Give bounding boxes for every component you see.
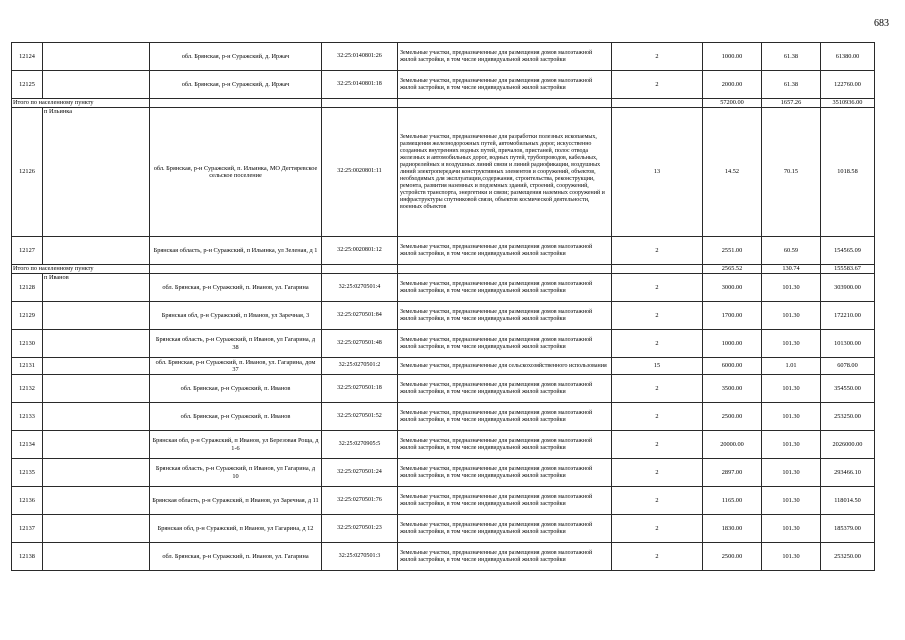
cell-cadastral-number: 32:25:0270501:48 <box>322 330 398 358</box>
cell-cadastral-number: 32:25:0270501:18 <box>322 375 398 403</box>
cell-group-code: 2 <box>612 431 703 459</box>
cell-group-code: 2 <box>612 237 703 265</box>
cell-locality <box>43 543 150 571</box>
cell-group-code: 2 <box>612 375 703 403</box>
cell-cadastral-rate: 61.38 <box>762 71 821 99</box>
cell-cadastral-number: 32:25:0270905:5 <box>322 431 398 459</box>
cell-cadastral-value: 1018.58 <box>821 108 875 237</box>
cell-locality <box>43 515 150 543</box>
cell-area: 3500.00 <box>703 375 762 403</box>
table-row <box>12 375 875 403</box>
cell-cadastral-value: 2026000.00 <box>821 431 875 459</box>
cell-address: Брянская область, р-н Суражский, п Иванов, ул Заречная, д 11 <box>150 487 322 515</box>
cell-cadastral-rate: 101.30 <box>762 274 821 302</box>
cell-land-use-type: Земельные участки, предназначенные для размещения домов малоэтажной жилой застройки, в том числе индивидуальной жилой застройки <box>398 330 612 358</box>
cell-row-number: 12135 <box>12 459 43 487</box>
cell-row-number: 12125 <box>12 71 43 99</box>
table-row <box>12 515 875 543</box>
cell-area: 2500.00 <box>703 543 762 571</box>
cell-cadastral-value: 303900.00 <box>821 274 875 302</box>
table-cell <box>150 99 322 108</box>
cell-row-number: 12124 <box>12 43 43 71</box>
cell-group-code: 2 <box>612 43 703 71</box>
cell-locality <box>43 403 150 431</box>
cell-group-code: 2 <box>612 403 703 431</box>
table-cell <box>322 99 398 108</box>
cell-group-code: 2 <box>612 302 703 330</box>
table-row <box>12 330 875 358</box>
cell-address: Брянская область, р-н Суражский, п Иванов, ул Гагарина, д 10 <box>150 459 322 487</box>
cell-address: обл. Брянская, р-н Суражский, п. Иванов <box>150 375 322 403</box>
table-row <box>12 403 875 431</box>
cell-cadastral-rate: 101.30 <box>762 403 821 431</box>
cell-cadastral-number: 32:25:0270501:76 <box>322 487 398 515</box>
cell-address: Брянская область, р-н Суражский, п Иванов, ул Гагарина, д 38 <box>150 330 322 358</box>
cell-group-code: 2 <box>612 459 703 487</box>
table-row <box>12 459 875 487</box>
cell-group-code: 2 <box>612 274 703 302</box>
subtotal-row <box>12 99 875 108</box>
cell-area: 6000.00 <box>703 358 762 375</box>
cell-land-use-type: Земельные участки, предназначенные для размещения домов малоэтажной жилой застройки, в том числе индивидуальной жилой застройки <box>398 487 612 515</box>
table-row <box>12 487 875 515</box>
cell-address: обл. Брянская, р-н Суражский, д. Иржач <box>150 43 322 71</box>
cell-land-use-type: Земельные участки, предназначенные для размещения домов малоэтажной жилой застройки, в том числе индивидуальной жилой застройки <box>398 459 612 487</box>
cell-cadastral-value: 354550.00 <box>821 375 875 403</box>
cell-cadastral-number: 32:25:0140801:26 <box>322 43 398 71</box>
cell-address: Брянская обл, р-н Суражский, п Иванов, ул Гагарина, д 12 <box>150 515 322 543</box>
subtotal-row <box>12 265 875 274</box>
cell-group-code: 2 <box>612 515 703 543</box>
cell-cadastral-value: 118014.50 <box>821 487 875 515</box>
land-registry-table <box>11 42 875 571</box>
cell-cadastral-rate: 101.30 <box>762 515 821 543</box>
cell-cadastral-number: 32:25:0270501:84 <box>322 302 398 330</box>
cell-land-use-type: Земельные участки, предназначенные для размещения домов малоэтажной жилой застройки, в том числе индивидуальной жилой застройки <box>398 375 612 403</box>
cell-row-number: 12136 <box>12 487 43 515</box>
cell-row-number: 12129 <box>12 302 43 330</box>
cell-cadastral-rate: 101.30 <box>762 543 821 571</box>
cell-land-use-type: Земельные участки, предназначенные для сельскохозяйственного использования <box>398 358 612 375</box>
cell-cadastral-rate: 60.59 <box>762 237 821 265</box>
cell-area: 2897.00 <box>703 459 762 487</box>
cell-address: обл. Брянская, р-н Суражский, п. Ильинка, МО Дегтяревское сельское поселение <box>150 108 322 237</box>
cell-area: 1700.00 <box>703 302 762 330</box>
subtotal-label: Итого по населенному пункту <box>12 99 150 108</box>
cell-cadastral-value: 101300.00 <box>821 330 875 358</box>
cell-land-use-type: Земельные участки, предназначенные для размещения домов малоэтажной жилой застройки, в том числе индивидуальной жилой застройки <box>398 71 612 99</box>
cell-land-use-type: Земельные участки, предназначенные для размещения домов малоэтажной жилой застройки, в том числе индивидуальной жилой застройки <box>398 237 612 265</box>
cell-cadastral-number: 32:25:0020801:12 <box>322 237 398 265</box>
cell-area: 1830.00 <box>703 515 762 543</box>
subtotal-label: Итого по населенному пункту <box>12 265 150 274</box>
table-row <box>12 431 875 459</box>
cell-row-number: 12137 <box>12 515 43 543</box>
cell-cadastral-rate: 101.30 <box>762 459 821 487</box>
table-cell <box>398 99 612 108</box>
cell-land-use-type: Земельные участки, предназначенные для размещения домов малоэтажной жилой застройки, в том числе индивидуальной жилой застройки <box>398 431 612 459</box>
cell-land-use-type: Земельные участки, предназначенные для размещения домов малоэтажной жилой застройки, в том числе индивидуальной жилой застройки <box>398 543 612 571</box>
table-row <box>12 543 875 571</box>
cell-cadastral-number: 32:25:0140801:18 <box>322 71 398 99</box>
cell-row-number: 12131 <box>12 358 43 375</box>
cell-group-code: 13 <box>612 108 703 237</box>
cell-cadastral-number: 32:25:0270501:2 <box>322 358 398 375</box>
cell-address: обл. Брянская, р-н Суражский, д. Иржач <box>150 71 322 99</box>
cell-cadastral-rate: 101.30 <box>762 375 821 403</box>
table-cell <box>398 265 612 274</box>
cell-area: 2500.00 <box>703 403 762 431</box>
table-row <box>12 71 875 99</box>
cell-address: Брянская обл, р-н Суражский, п Иванов, ул Заречная, 3 <box>150 302 322 330</box>
cell-group-code: 15 <box>612 358 703 375</box>
subtotal-cadastral-rate: 1657.26 <box>762 99 821 108</box>
cell-cadastral-value: 253250.00 <box>821 543 875 571</box>
subtotal-cadastral-value: 155583.67 <box>821 265 875 274</box>
cell-land-use-type: Земельные участки, предназначенные для разработки полезных ископаемых, размещения железнодорожных путей, автомобильных дорог, искусственно созданных внутренних водных путей, причалов, пристаней, полос отвода железных и автомобильных дорог, водных путей, трубопроводов, кабельных, радиорелейных и воздушных линий связи и линий радиофикации, воздушных линий электропередачи конструктивных элементов и сооружений, объектов, необходимых для эксплуатации,содержания, строительства, реконструкции, ремонта, развития наземных и подземных зданий, строений, сооружений, устройств транспорта, энергетики и связи; размещения наземных сооружений и инфраструктуры спутниковой связи, объектов космической деятельности, военных объектов <box>398 108 612 237</box>
table-cell <box>322 265 398 274</box>
table-cell <box>150 265 322 274</box>
cell-land-use-type: Земельные участки, предназначенные для размещения домов малоэтажной жилой застройки, в том числе индивидуальной жилой застройки <box>398 515 612 543</box>
cell-cadastral-value: 253250.00 <box>821 403 875 431</box>
cell-land-use-type: Земельные участки, предназначенные для размещения домов малоэтажной жилой застройки, в том числе индивидуальной жилой застройки <box>398 43 612 71</box>
cell-address: обл. Брянская, р-н Суражский, п. Иванов <box>150 403 322 431</box>
cell-area: 1165.00 <box>703 487 762 515</box>
cell-group-code: 2 <box>612 71 703 99</box>
cell-area: 2551.00 <box>703 237 762 265</box>
cell-land-use-type: Земельные участки, предназначенные для размещения домов малоэтажной жилой застройки, в том числе индивидуальной жилой застройки <box>398 403 612 431</box>
cell-cadastral-number: 32:25:0270501:4 <box>322 274 398 302</box>
cell-locality <box>43 358 150 375</box>
cell-locality <box>43 302 150 330</box>
table-row <box>12 108 875 237</box>
cell-cadastral-rate: 101.30 <box>762 431 821 459</box>
cell-locality <box>43 431 150 459</box>
cell-cadastral-number: 32:25:0020801:11 <box>322 108 398 237</box>
cell-cadastral-value: 185379.00 <box>821 515 875 543</box>
cell-group-code: 2 <box>612 330 703 358</box>
cell-row-number: 12128 <box>12 274 43 302</box>
cell-cadastral-value: 122760.00 <box>821 71 875 99</box>
cell-locality <box>43 43 150 71</box>
cell-address: Брянская область, р-н Суражский, п Ильинка, ул Зеленая, д 1 <box>150 237 322 265</box>
cell-cadastral-rate: 101.30 <box>762 330 821 358</box>
cell-row-number: 12130 <box>12 330 43 358</box>
cell-cadastral-number: 32:25:0270501:24 <box>322 459 398 487</box>
cell-address: обл. Брянская, р-н Суражский, п. Иванов, ул. Гагарина <box>150 274 322 302</box>
cell-row-number: 12133 <box>12 403 43 431</box>
cell-cadastral-value: 293466.10 <box>821 459 875 487</box>
cell-area: 20000.00 <box>703 431 762 459</box>
cell-land-use-type: Земельные участки, предназначенные для размещения домов малоэтажной жилой застройки, в том числе индивидуальной жилой застройки <box>398 302 612 330</box>
cell-locality <box>43 459 150 487</box>
cell-row-number: 12134 <box>12 431 43 459</box>
cell-area: 1000.00 <box>703 330 762 358</box>
table-cell <box>612 99 703 108</box>
cell-cadastral-number: 32:25:0270501:3 <box>322 543 398 571</box>
page-number: 683 <box>874 18 889 29</box>
table-row <box>12 358 875 375</box>
cell-row-number: 12127 <box>12 237 43 265</box>
cell-group-code: 2 <box>612 543 703 571</box>
cell-cadastral-value: 61380.00 <box>821 43 875 71</box>
cell-area: 14.52 <box>703 108 762 237</box>
cell-cadastral-rate: 1.01 <box>762 358 821 375</box>
cell-row-number: 12126 <box>12 108 43 237</box>
cell-address: Брянская обл, р-н Суражский, п Иванов, ул Березовая Роща, д 1-6 <box>150 431 322 459</box>
table-cell <box>612 265 703 274</box>
table-row <box>12 274 875 302</box>
cell-address: обл. Брянская, р-н Суражский, п. Иванов, ул. Гагарина, дом 37 <box>150 358 322 375</box>
cell-locality: п Ильинка <box>43 108 150 237</box>
cell-area: 1000.00 <box>703 43 762 71</box>
cell-area: 2000.00 <box>703 71 762 99</box>
cell-locality: п Иванов <box>43 274 150 302</box>
cell-cadastral-rate: 101.30 <box>762 302 821 330</box>
cell-cadastral-rate: 61.38 <box>762 43 821 71</box>
subtotal-area: 2565.52 <box>703 265 762 274</box>
cell-area: 3000.00 <box>703 274 762 302</box>
cell-cadastral-number: 32:25:0270501:23 <box>322 515 398 543</box>
cell-row-number: 12138 <box>12 543 43 571</box>
cell-address: обл. Брянская, р-н Суражский, п. Иванов, ул. Гагарина <box>150 543 322 571</box>
cell-locality <box>43 330 150 358</box>
cell-locality <box>43 487 150 515</box>
cell-cadastral-value: 6078.00 <box>821 358 875 375</box>
subtotal-area: 57200.00 <box>703 99 762 108</box>
cell-land-use-type: Земельные участки, предназначенные для размещения домов малоэтажной жилой застройки, в том числе индивидуальной жилой застройки <box>398 274 612 302</box>
cell-locality <box>43 237 150 265</box>
subtotal-cadastral-value: 3510936.00 <box>821 99 875 108</box>
cell-locality <box>43 71 150 99</box>
cell-cadastral-rate: 101.30 <box>762 487 821 515</box>
cell-group-code: 2 <box>612 487 703 515</box>
cell-cadastral-value: 154565.09 <box>821 237 875 265</box>
subtotal-cadastral-rate: 130.74 <box>762 265 821 274</box>
table-row <box>12 237 875 265</box>
cell-cadastral-number: 32:25:0270501:52 <box>322 403 398 431</box>
cell-row-number: 12132 <box>12 375 43 403</box>
cell-cadastral-value: 172210.00 <box>821 302 875 330</box>
table-row <box>12 302 875 330</box>
table-row <box>12 43 875 71</box>
cell-locality <box>43 375 150 403</box>
cell-cadastral-rate: 70.15 <box>762 108 821 237</box>
